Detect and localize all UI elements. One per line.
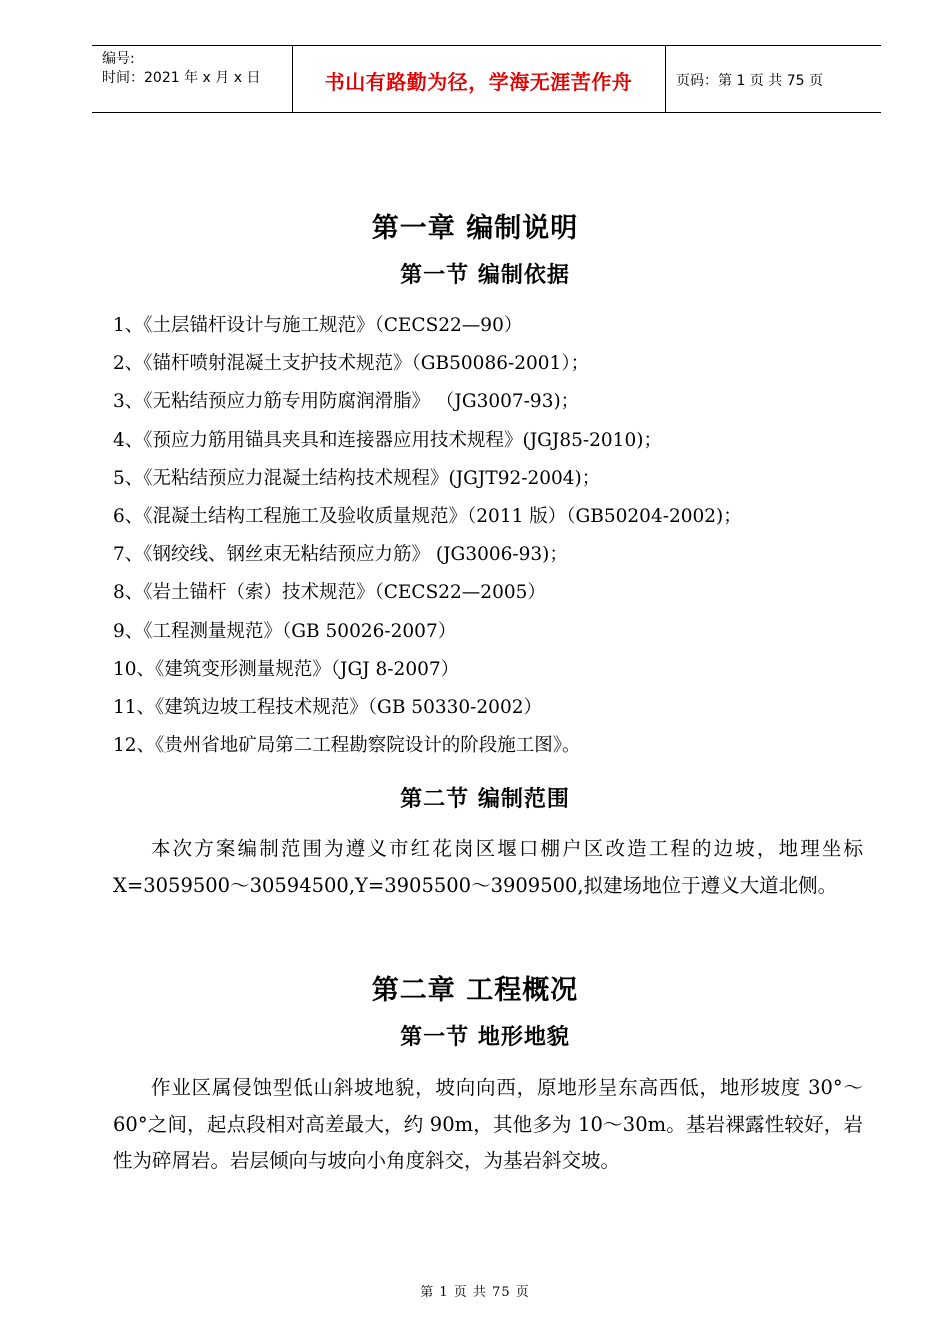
reference-item: 6、《混凝土结构工程施工及验收质量规范》（2011 版）（GB50204-2002)； (113, 505, 742, 527)
chapter-2-title: 第二章 工程概况 (371, 975, 579, 1006)
reference-item: 1、《土层锚杆设计与施工规范》（CECS22—90） (113, 315, 523, 336)
chapter-1-section-2-title: 第二节 编制范围 (400, 787, 570, 812)
document-number-label: 编号: (102, 51, 135, 67)
reference-item: 9、《工程测量规范》（GB 50026-2007） (113, 620, 457, 642)
reference-item: 10、《建筑变形测量规范》（JGJ 8-2007） (113, 658, 460, 680)
reference-list (113, 313, 742, 771)
reference-item: 7、《钢绞线、钢丝束无粘结预应力筋》 (JG3006-93)； (113, 544, 568, 566)
document-time-label: 时间：2021 年 x 月 x 日 (102, 70, 261, 86)
reference-item: 12、《贵州省地矿局第二工程勘察院设计的阶段施工图》。 (113, 735, 581, 757)
chapter-1-title: 第一章 编制说明 (371, 213, 579, 244)
terrain-paragraph: 作业区属侵蚀型低山斜坡地貌，坡向向西，原地形呈东高西低，地形坡度 30°～60°之间，起点段相对高差最大，约 90m，其他多为 10～30m。基岩裸露性较好，岩性为碎屑岩。岩层倾向与坡向小角度斜交，为基岩斜交坡。 (113, 1076, 863, 1172)
reference-item: 3、《无粘结预应力筋专用防腐润滑脂》 （JG3007-93)； (113, 391, 580, 413)
chapter-2-section-1-title: 第一节 地形地貌 (400, 1025, 570, 1050)
header-page-info: 页码：第 1 页 共 75 页 (676, 73, 823, 89)
reference-item: 8、《岩土锚杆（索）技术规范》（CECS22—2005） (113, 582, 546, 604)
page-header (92, 45, 881, 113)
scope-paragraph: 本次方案编制范围为遵义市红花岗区堰口棚户区改造工程的边坡，地理坐标 X=3059500～30594500,Y=3905500～3909500,拟建场地位于遵义大道北侧。 (113, 837, 863, 897)
header-motto: 书山有路勤为径，学海无涯苦作舟 (324, 70, 633, 94)
chapter-1-section-1-title: 第一节 编制依据 (400, 263, 570, 288)
header-divider-right (665, 46, 666, 113)
reference-item: 2、《锚杆喷射混凝土支护技术规范》（GB50086-2001）； (113, 353, 590, 375)
reference-item: 11、《建筑边坡工程技术规范》（GB 50330-2002） (113, 696, 542, 718)
page-footer: 第 1 页 共 75 页 (420, 1285, 530, 1300)
reference-item: 4、《预应力筋用锚具夹具和连接器应用技术规程》(JGJ85-2010)； (113, 429, 662, 451)
reference-item: 5、《无粘结预应力混凝土结构技术规程》(JGJT92-2004)； (113, 467, 601, 489)
header-meta (102, 50, 260, 88)
